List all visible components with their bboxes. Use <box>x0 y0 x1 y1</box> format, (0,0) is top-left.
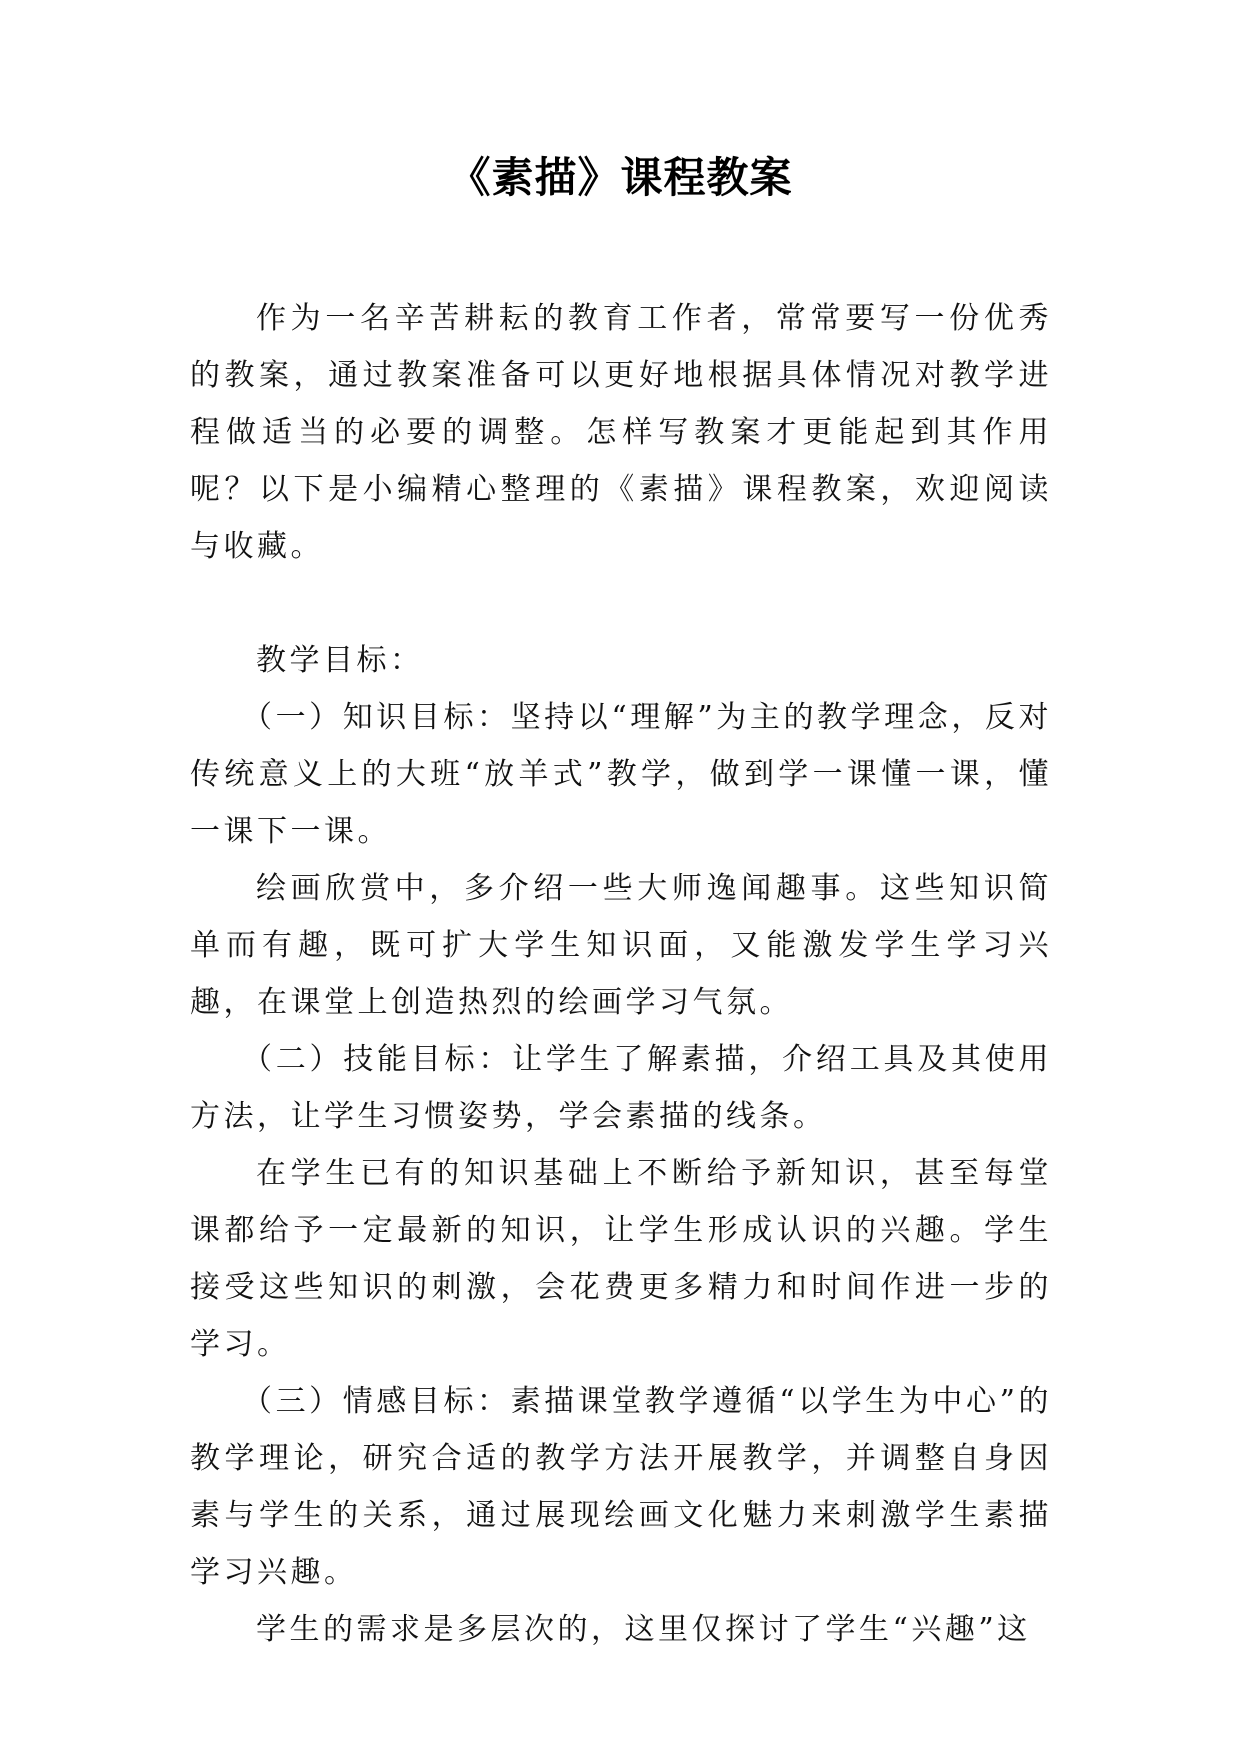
new-knowledge-paragraph: 在学生已有的知识基础上不断给予新知识，甚至每堂课都给予一定最新的知识，让学生形成认识的兴趣。学生接受这些知识的刺激，会花费更多精力和时间作进一步的学习。 <box>190 1156 1052 1362</box>
intro-paragraph: 作为一名辛苦耕耘的教育工作者，常常要写一份优秀的教案，通过教案准备可以更好地根据具体情况对教学进程做适当的必要的调整。怎样写教案才更能起到其作用呢？以下是小编精心整理的《素描》课程教案，欢迎阅读与收藏。 <box>190 301 1052 564</box>
section-heading: 教学目标： <box>256 643 424 678</box>
knowledge-goal-paragraph: （一）知识目标：坚持以“理解”为主的教学理念，反对传统意义上的大班“放羊式”教学，做到学一课懂一课，懂一课下一课。 <box>190 700 1052 849</box>
document-title: 《素描》课程教案 <box>448 153 793 202</box>
paragraph-spacer <box>190 575 1052 632</box>
student-needs-paragraph: 学生的需求是多层次的，这里仅探讨了学生“兴趣”这 <box>256 1612 1031 1647</box>
document-body <box>190 290 1052 1658</box>
skill-goal-paragraph: （二）技能目标：让学生了解素描，介绍工具及其使用方法，让学生习惯姿势，学会素描的线条。 <box>190 1042 1052 1134</box>
emotion-goal-paragraph: （三）情感目标：素描课堂教学遵循“以学生为中心”的教学理论，研究合适的教学方法开展教学，并调整自身因素与学生的关系，通过展现绘画文化魅力来刺激学生素描学习兴趣。 <box>190 1384 1052 1590</box>
art-appreciation-paragraph: 绘画欣赏中，多介绍一些大师逸闻趣事。这些知识简单而有趣，既可扩大学生知识面，又能激发学生学习兴趣，在课堂上创造热烈的绘画学习气氛。 <box>190 871 1052 1020</box>
